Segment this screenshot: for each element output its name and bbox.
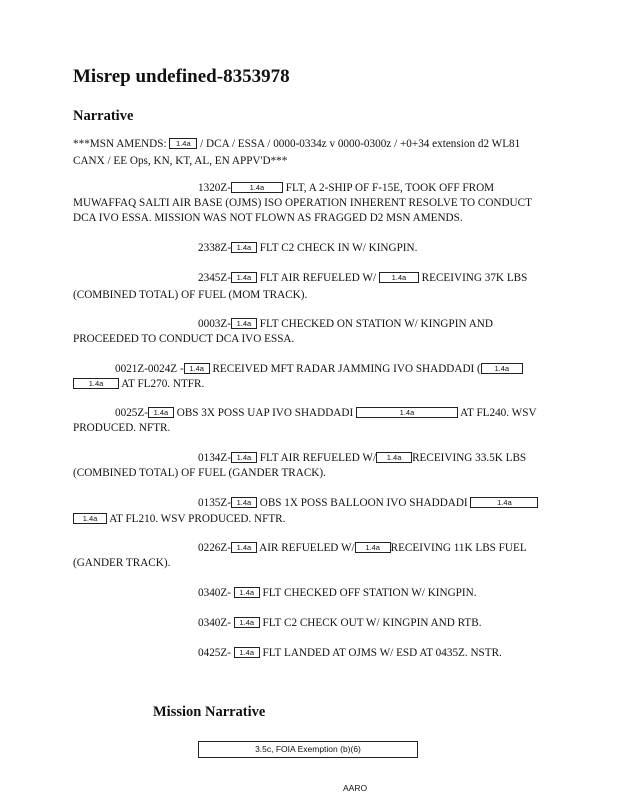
narrative-line: [115, 406, 537, 420]
narrative-line: [198, 451, 526, 465]
text: AT FL270. NTFR.: [121, 378, 205, 390]
narrative-line: PRODUCED. NFTR.: [73, 422, 171, 434]
redaction-box: 1.4a: [379, 272, 419, 283]
narrative-line: [198, 181, 494, 195]
redaction-box: 1.4a: [231, 452, 257, 463]
timestamp: 0025Z-: [115, 407, 148, 419]
narrative-line: DCA IVO ESSA. MISSION WAS NOT FLOWN AS FRAGGED D2 MSN AMENDS.: [73, 212, 463, 224]
redaction-box: 1.4a: [231, 497, 257, 508]
redaction-box: 1.4a: [231, 182, 283, 193]
text: FLT AIR REFUELED W/: [259, 272, 377, 284]
text: FLT C2 CHECK OUT W/ KINGPIN AND RTB.: [262, 617, 482, 629]
redaction-box: 1.4a: [234, 647, 260, 658]
redaction-box: 1.4a: [231, 318, 257, 329]
narrative-line: [198, 241, 417, 255]
narrative-line: [73, 137, 520, 151]
narrative-line: [73, 377, 204, 391]
narrative-line: [198, 496, 538, 510]
page-title: Misrep undefined-8353978: [73, 66, 290, 87]
narrative-line: PROCEEDED TO CONDUCT DCA IVO ESSA.: [73, 333, 295, 345]
redaction-box: 1.4a: [234, 587, 260, 598]
redaction-box: 1.4a: [231, 542, 257, 553]
narrative-line: (COMBINED TOTAL) OF FUEL (GANDER TRACK).: [73, 467, 326, 479]
narrative-line: MUWAFFAQ SALTI AIR BASE (OJMS) ISO OPERATION INHERENT RESOLVE TO CONDUCT: [73, 197, 532, 209]
narrative-line: (COMBINED TOTAL) OF FUEL (MOM TRACK).: [73, 289, 308, 301]
redaction-box: 1.4a: [376, 452, 412, 463]
text: RECEIVING 37K LBS: [421, 272, 528, 284]
text: OBS 3X POSS UAP IVO SHADDADI: [176, 407, 354, 419]
timestamp: 0134Z-: [198, 452, 231, 464]
redaction-box: 1.4a: [148, 407, 174, 418]
timestamp: 0340Z-: [198, 617, 231, 629]
narrative-line: [198, 541, 527, 555]
timestamp: 1320Z-: [198, 182, 231, 194]
text: FLT AIR REFUELED W/: [259, 452, 377, 464]
redaction-box: 1.4a: [231, 242, 257, 253]
text: ***MSN AMENDS:: [73, 138, 167, 150]
timestamp: 2338Z-: [198, 242, 231, 254]
text: AT FL240. WSV: [460, 407, 537, 419]
narrative-line: [198, 271, 527, 285]
section-heading-narrative: Narrative: [73, 108, 134, 124]
narrative-line: [198, 317, 493, 331]
redaction-box: 1.4a: [356, 407, 458, 418]
narrative-line: [198, 616, 482, 630]
timestamp: 0226Z-: [198, 542, 231, 554]
timestamp: 0003Z-: [198, 318, 231, 330]
page-footer: AARO: [343, 783, 368, 793]
text: RECEIVED MFT RADAR JAMMING IVO SHADDADI (: [212, 363, 481, 375]
text: / DCA / ESSA / 0000-0334z v 0000-0300z / +0+34 extension d2 WL81: [200, 138, 521, 150]
text: OBS 1X POSS BALLOON IVO SHADDADI: [259, 497, 468, 509]
text: FLT CHECKED OFF STATION W/ KINGPIN.: [262, 587, 477, 599]
narrative-line: [198, 586, 477, 600]
timestamp: 0340Z-: [198, 587, 231, 599]
timestamp: 0135Z-: [198, 497, 231, 509]
section-heading-mission-narrative: Mission Narrative: [153, 704, 266, 720]
timestamp: 0425Z-: [198, 647, 231, 659]
redaction-box: 1.4a: [355, 542, 391, 553]
redaction-box: 1.4a: [231, 272, 257, 283]
redaction-box: 1.4a: [234, 617, 260, 628]
text: FLT, A 2-SHIP OF F-15E, TOOK OFF FROM: [285, 182, 495, 194]
text: AIR REFUELED W/: [259, 542, 355, 554]
narrative-line: [198, 646, 502, 660]
redaction-box: 1.4a: [169, 138, 197, 149]
redaction-box: 1.4a: [481, 363, 523, 374]
narrative-line: [73, 512, 285, 526]
narrative-line: (GANDER TRACK).: [73, 557, 171, 569]
redaction-box: 1.4a: [184, 363, 210, 374]
foia-exemption-box: 3.5c, FOIA Exemption (b)(6): [198, 741, 418, 758]
narrative-line: [115, 362, 523, 376]
redaction-box: 1.4a: [470, 497, 538, 508]
text: AT FL210. WSV PRODUCED. NFTR.: [109, 513, 286, 525]
timestamp: 2345Z-: [198, 272, 231, 284]
timestamp: 0021Z-0024Z -: [115, 363, 184, 375]
redaction-box: 1.4a: [73, 513, 107, 524]
text: FLT LANDED AT OJMS W/ ESD AT 0435Z. NSTR.: [262, 647, 502, 659]
text: RECEIVING 11K LBS FUEL: [390, 542, 527, 554]
text: FLT CHECKED ON STATION W/ KINGPIN AND: [259, 318, 493, 330]
text: FLT C2 CHECK IN W/ KINGPIN.: [259, 242, 418, 254]
text: RECEIVING 33.5K LBS: [412, 452, 527, 464]
narrative-line: CANX / EE Ops, KN, KT, AL, EN APPV'D***: [73, 155, 288, 167]
redaction-box: 1.4a: [73, 378, 119, 389]
